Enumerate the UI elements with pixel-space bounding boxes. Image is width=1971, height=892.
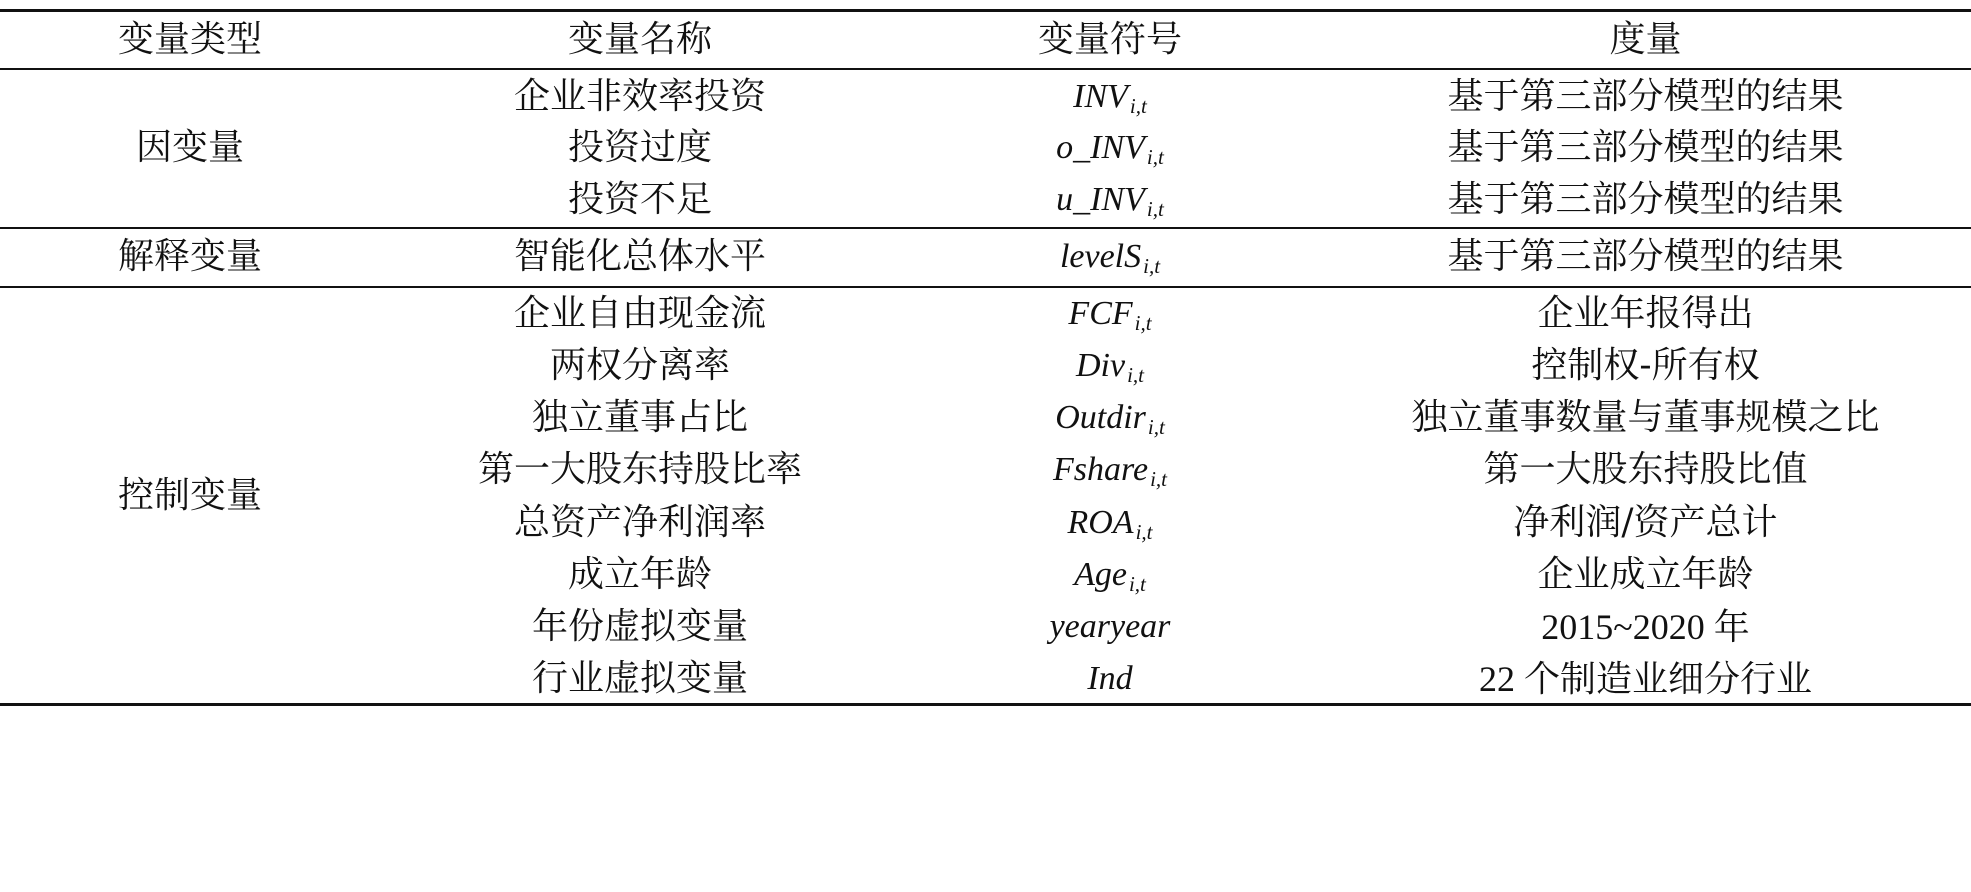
table-top-rule <box>0 9 1971 12</box>
variable-measure: 2015~2020 年 <box>1541 607 1750 647</box>
variable-measure: 独立董事数量与董事规模之比 <box>1411 397 1880 438</box>
variable-symbol: Outdir$_{i,t}$ <box>1055 399 1165 439</box>
variable-measure: 企业年报得出 <box>1537 293 1754 334</box>
header-variable-symbol: 变量符号 <box>1037 19 1182 60</box>
header-bottom-rule <box>0 68 1971 70</box>
variable-name: 投资不足 <box>567 179 712 220</box>
group-label-control: 控制变量 <box>117 475 262 516</box>
variable-symbol: yearyear <box>1049 608 1171 645</box>
header-variable-type: 变量类型 <box>117 19 262 60</box>
variable-measure: 企业成立年龄 <box>1537 554 1754 595</box>
variable-name: 独立董事占比 <box>531 397 748 438</box>
variable-measure: 基于第三部分模型的结果 <box>1447 236 1844 277</box>
variable-measure: 净利润/资产总计 <box>1513 502 1778 543</box>
variable-name: 两权分离率 <box>549 345 730 386</box>
variable-name: 投资过度 <box>567 127 712 168</box>
dependent-group-rule <box>0 227 1971 229</box>
variable-measure: 基于第三部分模型的结果 <box>1447 179 1844 220</box>
variable-symbol: $ROA_{i,t}$ <box>1067 504 1153 544</box>
variable-name: 第一大股东持股比率 <box>477 449 802 490</box>
group-label-dependent: 因变量 <box>135 127 244 168</box>
variable-name: 企业非效率投资 <box>513 76 766 117</box>
variable-measure: 基于第三部分模型的结果 <box>1447 127 1844 168</box>
variable-symbol: Ind <box>1087 660 1133 697</box>
group-label-explanatory: 解释变量 <box>117 236 262 277</box>
variable-measure: 基于第三部分模型的结果 <box>1447 76 1844 117</box>
variable-measure: 第一大股东持股比值 <box>1483 449 1808 490</box>
variable-symbol: $o\_INV_{i,t}$ <box>1056 129 1164 169</box>
table-bottom-rule <box>0 703 1971 706</box>
variable-name: 总资产净利润率 <box>513 502 766 543</box>
variable-name: 智能化总体水平 <box>513 236 766 277</box>
variable-name: 年份虚拟变量 <box>531 606 748 647</box>
variable-symbol: $INV_{i,t}$ <box>1073 78 1147 118</box>
variable-symbol: levelS$_{i,t}$ <box>1059 238 1161 278</box>
variable-symbol: Fshare$_{i,t}$ <box>1053 451 1167 491</box>
header-measure: 度量 <box>1609 19 1682 60</box>
variable-name: 成立年龄 <box>567 554 712 595</box>
variable-symbol: Age$_{i,t}$ <box>1074 556 1146 596</box>
variable-name: 行业虚拟变量 <box>531 658 748 699</box>
variable-measure: 控制权-所有权 <box>1531 345 1760 386</box>
variable-symbol: Div$_{i,t}$ <box>1075 347 1144 387</box>
variable-symbol: $u\_INV_{i,t}$ <box>1056 181 1164 221</box>
header-variable-name: 变量名称 <box>567 19 712 60</box>
variable-name: 企业自由现金流 <box>513 293 766 334</box>
explanatory-group-rule <box>0 286 1971 288</box>
variable-measure: 22 个制造业细分行业 <box>1478 659 1812 699</box>
variable-symbol: $FCF_{i,t}$ <box>1068 295 1152 335</box>
